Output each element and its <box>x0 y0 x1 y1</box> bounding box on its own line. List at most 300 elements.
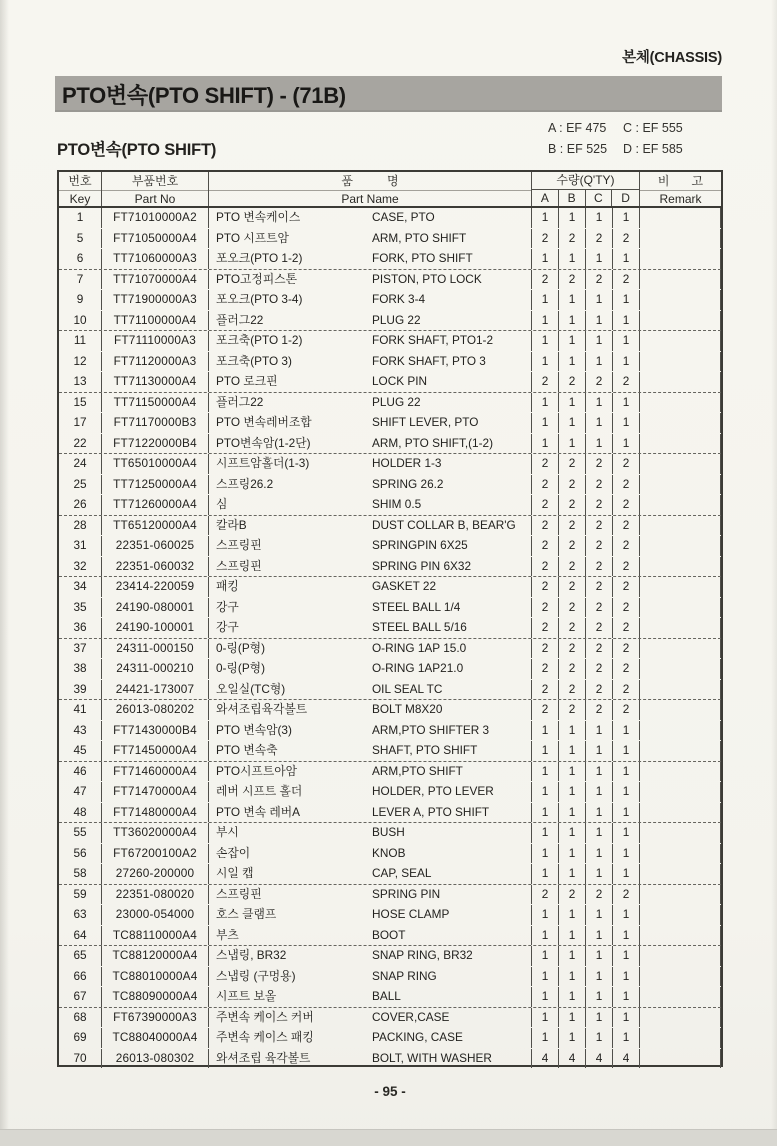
qty-cell: 1 <box>586 1008 613 1028</box>
table-row <box>59 393 721 414</box>
qty-cell: 1 <box>559 905 586 925</box>
part-name-ko: PTO 변속암(3) <box>216 722 292 737</box>
part-name-en: KNOB <box>372 845 406 860</box>
qty-cell: 1 <box>613 331 640 351</box>
key-cell: 6 <box>59 249 102 269</box>
part-name-cell <box>209 372 532 392</box>
part-name-cell <box>209 331 532 351</box>
remark-cell <box>640 352 721 372</box>
part-no-cell: 26013-080202 <box>102 700 209 720</box>
key-cell: 25 <box>59 475 102 495</box>
key-cell: 68 <box>59 1008 102 1028</box>
key-cell: 58 <box>59 864 102 884</box>
qty-cell: 1 <box>586 905 613 925</box>
part-name-ko: 부시 <box>216 825 239 839</box>
part-name-cell <box>209 516 532 536</box>
qty-cell: 1 <box>586 208 613 228</box>
bottom-scan-band <box>0 1129 777 1146</box>
qty-cell: 2 <box>559 372 586 392</box>
qty-cell: 1 <box>559 946 586 966</box>
part-name-cell <box>209 741 532 761</box>
part-name-ko: PTO 변속레버조합 <box>216 415 312 429</box>
qty-cell: 1 <box>586 926 613 946</box>
table-row <box>59 823 721 844</box>
part-name-cell <box>209 1008 532 1028</box>
table-row <box>59 639 721 660</box>
part-name-cell <box>209 413 532 433</box>
table-row <box>59 905 721 926</box>
parts-table <box>57 170 723 1067</box>
part-no-cell: 26013-080302 <box>102 1049 209 1069</box>
qty-cell: 1 <box>586 782 613 802</box>
key-cell: 41 <box>59 700 102 720</box>
qty-cell: 2 <box>586 270 613 290</box>
remark-cell <box>640 1028 721 1048</box>
qty-cell: 2 <box>559 229 586 249</box>
table-row <box>59 331 721 352</box>
qty-cell: 1 <box>559 844 586 864</box>
qty-cell: 1 <box>586 249 613 269</box>
part-no-cell: FT71170000B3 <box>102 413 209 433</box>
page-subtitle: PTO변속(PTO SHIFT) <box>57 141 217 159</box>
table-row <box>59 762 721 783</box>
part-no-cell: TC88120000A4 <box>102 946 209 966</box>
qty-cell: 1 <box>532 864 559 884</box>
part-no-cell: FT67200100A2 <box>102 844 209 864</box>
part-name-cell <box>209 639 532 659</box>
part-name-ko: 부츠 <box>216 927 239 942</box>
part-name-en: PACKING, CASE <box>372 1030 463 1044</box>
part-name-cell <box>209 844 532 864</box>
table-row <box>59 782 721 803</box>
table-row <box>59 885 721 906</box>
key-cell: 22 <box>59 434 102 454</box>
qty-cell: 2 <box>613 475 640 495</box>
key-cell: 11 <box>59 331 102 351</box>
remark-cell <box>640 536 721 556</box>
part-name-en: SPRING 26.2 <box>372 476 444 491</box>
part-no-cell: TT65120000A4 <box>102 516 209 536</box>
qty-cell: 1 <box>532 290 559 310</box>
key-cell: 7 <box>59 270 102 290</box>
qty-cell: 2 <box>559 454 586 474</box>
part-name-cell <box>209 1049 532 1069</box>
qty-cell: 1 <box>532 926 559 946</box>
qty-cell: 1 <box>613 1028 640 1048</box>
remark-cell <box>640 1049 721 1069</box>
table-row <box>59 495 721 516</box>
part-name-ko: PTO 로크핀 <box>216 374 278 388</box>
table-row <box>59 372 721 393</box>
qty-cell: 1 <box>586 311 613 331</box>
part-no-cell: TT71070000A4 <box>102 270 209 290</box>
table-row <box>59 1008 721 1029</box>
remark-cell <box>640 311 721 331</box>
qty-cell: 2 <box>613 577 640 597</box>
qty-col-headers <box>532 190 639 206</box>
part-name-ko: 패킹 <box>216 579 239 593</box>
part-name-en: PLUG 22 <box>372 394 421 409</box>
part-name-en: BUSH <box>372 825 405 839</box>
part-name-cell <box>209 577 532 597</box>
part-no-cell: 27260-200000 <box>102 864 209 884</box>
qty-cell: 2 <box>532 680 559 700</box>
qty-cell: 2 <box>559 577 586 597</box>
remark-cell <box>640 864 721 884</box>
section-title: PTO변속(PTO SHIFT) - (71B) <box>62 82 346 108</box>
qty-cell: 1 <box>586 1028 613 1048</box>
part-name-cell <box>209 311 532 331</box>
qty-cell: 1 <box>559 926 586 946</box>
part-name-cell <box>209 885 532 905</box>
part-no-cell: 24311-000210 <box>102 659 209 679</box>
table-row <box>59 946 721 967</box>
key-cell: 65 <box>59 946 102 966</box>
qty-cell: 2 <box>559 618 586 638</box>
qty-cell: 1 <box>586 721 613 741</box>
part-name-en: BOLT M8X20 <box>372 702 443 716</box>
part-name-en: COVER,CASE <box>372 1009 450 1024</box>
qty-cell: 1 <box>532 803 559 823</box>
qty-col-header: A <box>532 190 559 206</box>
part-no-cell: 22351-080020 <box>102 885 209 905</box>
part-name-en: ARM,PTO SHIFTER 3 <box>372 722 490 737</box>
part-name-ko: 스프링핀 <box>216 558 262 573</box>
qty-cell: 4 <box>532 1049 559 1069</box>
qty-cell: 1 <box>532 393 559 413</box>
qty-cell: 2 <box>532 700 559 720</box>
part-name-ko: 손잡이 <box>216 845 251 860</box>
part-no-cell: 24190-100001 <box>102 618 209 638</box>
qty-cell: 2 <box>532 577 559 597</box>
part-name-cell <box>209 946 532 966</box>
qty-cell: 1 <box>586 762 613 782</box>
qty-cell: 1 <box>613 803 640 823</box>
qty-cell: 2 <box>586 495 613 515</box>
qty-cell: 1 <box>559 782 586 802</box>
remark-cell <box>640 577 721 597</box>
qty-cell: 2 <box>586 516 613 536</box>
part-no-cell: TC88010000A4 <box>102 967 209 987</box>
key-cell: 48 <box>59 803 102 823</box>
qty-cell: 2 <box>532 229 559 249</box>
part-name-en: DUST COLLAR B, BEAR'G <box>372 517 516 532</box>
remark-cell <box>640 454 721 474</box>
qty-cell: 1 <box>613 926 640 946</box>
qty-cell: 2 <box>559 639 586 659</box>
part-name-en: HOLDER, PTO LEVER <box>372 784 494 798</box>
qty-cell: 1 <box>532 413 559 433</box>
part-name-ko: 스프링핀 <box>216 538 262 552</box>
qty-cell: 1 <box>613 1008 640 1028</box>
qty-cell: 1 <box>559 864 586 884</box>
qty-cell: 2 <box>586 885 613 905</box>
part-name-cell <box>209 495 532 515</box>
page-number: - 95 - <box>374 1084 406 1099</box>
remark-cell <box>640 762 721 782</box>
remark-cell <box>640 249 721 269</box>
qty-cell: 1 <box>559 967 586 987</box>
key-cell: 66 <box>59 967 102 987</box>
table-row <box>59 598 721 619</box>
part-name-cell <box>209 823 532 843</box>
remark-cell <box>640 680 721 700</box>
qty-cell: 2 <box>532 639 559 659</box>
key-cell: 63 <box>59 905 102 925</box>
part-name-cell <box>209 1028 532 1048</box>
qty-cell: 4 <box>613 1049 640 1069</box>
part-name-en: SHIM 0.5 <box>372 497 422 511</box>
table-row <box>59 557 721 578</box>
qty-cell: 1 <box>532 823 559 843</box>
part-no-cell: 23414-220059 <box>102 577 209 597</box>
part-name-en: SNAP RING, BR32 <box>372 948 473 962</box>
key-cell: 46 <box>59 762 102 782</box>
qty-col-header: C <box>586 190 613 206</box>
part-name-en: SNAP RING <box>372 968 437 983</box>
qty-cell: 2 <box>559 700 586 720</box>
remark-cell <box>640 803 721 823</box>
qty-cell: 2 <box>532 557 559 577</box>
qty-cell: 1 <box>613 905 640 925</box>
key-cell: 10 <box>59 311 102 331</box>
table-row <box>59 577 721 598</box>
key-cell: 64 <box>59 926 102 946</box>
remark-cell <box>640 987 721 1007</box>
part-name-cell <box>209 208 532 228</box>
table-row <box>59 475 721 496</box>
part-no-cell: FT71220000B4 <box>102 434 209 454</box>
part-no-cell: TT71150000A4 <box>102 393 209 413</box>
qty-cell: 1 <box>613 393 640 413</box>
part-name-cell <box>209 659 532 679</box>
qty-cell: 1 <box>613 249 640 269</box>
qty-cell: 2 <box>559 598 586 618</box>
key-cell: 38 <box>59 659 102 679</box>
part-name-ko: 강구 <box>216 599 239 614</box>
qty-cell: 2 <box>586 557 613 577</box>
part-name-ko: 와셔조립육각볼트 <box>216 702 308 716</box>
qty-cell: 1 <box>532 249 559 269</box>
model-item: A : EF 475 <box>548 121 607 135</box>
qty-cell: 1 <box>559 331 586 351</box>
qty-cell: 1 <box>559 208 586 228</box>
table-row <box>59 659 721 680</box>
qty-cell: 2 <box>586 700 613 720</box>
part-name-en: SHIFT LEVER, PTO <box>372 415 479 429</box>
qty-cell: 1 <box>613 741 640 761</box>
table-row <box>59 270 721 291</box>
qty-cell: 1 <box>586 741 613 761</box>
part-name-cell <box>209 434 532 454</box>
qty-cell: 2 <box>613 557 640 577</box>
qty-cell: 1 <box>613 967 640 987</box>
qty-cell: 1 <box>532 311 559 331</box>
qty-cell: 1 <box>532 987 559 1007</box>
table-row <box>59 229 721 250</box>
qty-cell: 2 <box>586 229 613 249</box>
table-row <box>59 434 721 455</box>
part-name-cell <box>209 536 532 556</box>
key-header: 번호 Key <box>59 172 102 206</box>
qty-cell: 1 <box>613 721 640 741</box>
qty-cell: 2 <box>559 495 586 515</box>
part-name-cell <box>209 475 532 495</box>
qty-cell: 2 <box>613 659 640 679</box>
remark-cell <box>640 823 721 843</box>
qty-cell: 2 <box>613 270 640 290</box>
part-name-en: FORK, PTO SHIFT <box>372 251 473 265</box>
qty-cell: 2 <box>586 577 613 597</box>
part-no-cell: 22351-060025 <box>102 536 209 556</box>
qty-cell: 2 <box>613 885 640 905</box>
qty-cell: 2 <box>586 475 613 495</box>
part-no-cell: TT71100000A4 <box>102 311 209 331</box>
qty-cell: 1 <box>586 864 613 884</box>
part-name-header: 품 명 Part Name <box>209 172 532 206</box>
part-no-cell: 22351-060032 <box>102 557 209 577</box>
part-no-cell: TT36020000A4 <box>102 823 209 843</box>
remark-cell <box>640 393 721 413</box>
part-name-en: BOLT, WITH WASHER <box>372 1050 492 1065</box>
part-no-cell: TT71130000A4 <box>102 372 209 392</box>
qty-cell: 1 <box>532 331 559 351</box>
table-row <box>59 454 721 475</box>
table-row <box>59 680 721 701</box>
qty-cell: 2 <box>559 270 586 290</box>
part-name-cell <box>209 557 532 577</box>
key-cell: 15 <box>59 393 102 413</box>
table-row <box>59 926 721 947</box>
part-name-cell <box>209 352 532 372</box>
qty-cell: 1 <box>532 946 559 966</box>
part-name-ko: 포오크(PTO 3-4) <box>216 292 303 306</box>
table-row <box>59 987 721 1008</box>
part-name-en: SPRINGPIN 6X25 <box>372 538 468 552</box>
qty-cell: 1 <box>559 290 586 310</box>
section-title-bar <box>55 76 722 112</box>
qty-cell: 1 <box>613 844 640 864</box>
part-name-en: FORK 3-4 <box>372 292 426 306</box>
qty-cell: 2 <box>613 229 640 249</box>
part-name-ko: 스프링핀 <box>216 886 262 901</box>
part-name-cell <box>209 618 532 638</box>
part-name-en: LOCK PIN <box>372 374 428 388</box>
qty-cell: 1 <box>586 413 613 433</box>
qty-cell: 1 <box>559 1008 586 1028</box>
table-row <box>59 1028 721 1049</box>
key-cell: 12 <box>59 352 102 372</box>
part-name-en: LEVER A, PTO SHIFT <box>372 804 490 819</box>
table-row <box>59 536 721 557</box>
part-name-en: ARM,PTO SHIFT <box>372 763 463 778</box>
remark-cell <box>640 434 721 454</box>
part-name-en: PLUG 22 <box>372 312 421 327</box>
remark-cell <box>640 495 721 515</box>
model-item: C : EF 555 <box>623 121 683 135</box>
part-name-cell <box>209 700 532 720</box>
remark-cell <box>640 208 721 228</box>
part-no-cell: FT71050000A4 <box>102 229 209 249</box>
qty-cell: 2 <box>613 536 640 556</box>
model-list <box>548 121 683 156</box>
key-cell: 43 <box>59 721 102 741</box>
qty-cell: 2 <box>613 372 640 392</box>
remark-cell <box>640 1008 721 1028</box>
qty-cell: 2 <box>532 495 559 515</box>
qty-cell: 4 <box>559 1049 586 1069</box>
qty-cell: 1 <box>613 823 640 843</box>
part-name-en: STEEL BALL 5/16 <box>372 620 467 634</box>
remark-cell <box>640 413 721 433</box>
qty-cell: 1 <box>559 823 586 843</box>
table-row <box>59 967 721 988</box>
part-no-cell: TT71900000A3 <box>102 290 209 310</box>
part-name-cell <box>209 393 532 413</box>
table-row <box>59 864 721 885</box>
qty-cell: 1 <box>559 741 586 761</box>
part-no-cell: 23000-054000 <box>102 905 209 925</box>
qty-cell: 1 <box>613 762 640 782</box>
qty-cell: 2 <box>613 516 640 536</box>
qty-cell: 1 <box>613 208 640 228</box>
qty-cell: 1 <box>559 762 586 782</box>
key-cell: 24 <box>59 454 102 474</box>
qty-cell: 1 <box>613 352 640 372</box>
part-no-cell: 24421-173007 <box>102 680 209 700</box>
qty-cell: 1 <box>532 905 559 925</box>
remark-cell <box>640 331 721 351</box>
remark-cell <box>640 372 721 392</box>
qty-cell: 2 <box>532 270 559 290</box>
qty-cell: 1 <box>532 721 559 741</box>
key-cell: 13 <box>59 372 102 392</box>
remark-cell <box>640 475 721 495</box>
qty-cell: 1 <box>532 352 559 372</box>
table-row <box>59 721 721 742</box>
remark-cell <box>640 782 721 802</box>
part-no-cell: TC88040000A4 <box>102 1028 209 1048</box>
qty-cell: 2 <box>559 680 586 700</box>
qty-cell: 2 <box>586 372 613 392</box>
qty-cell: 2 <box>586 639 613 659</box>
key-cell: 35 <box>59 598 102 618</box>
qty-cell: 1 <box>586 967 613 987</box>
qty-cell: 1 <box>532 967 559 987</box>
part-name-ko: 스프링26.2 <box>216 476 274 491</box>
remark-cell <box>640 229 721 249</box>
qty-cell: 1 <box>532 741 559 761</box>
part-name-cell <box>209 721 532 741</box>
qty-cell: 2 <box>559 659 586 679</box>
qty-cell: 2 <box>586 598 613 618</box>
qty-cell: 2 <box>586 454 613 474</box>
part-name-en: O-RING 1AP21.0 <box>372 661 464 675</box>
part-name-ko: 포크축(PTO 1-2) <box>216 333 303 347</box>
table-row <box>59 803 721 824</box>
part-name-ko: 플러그22 <box>216 312 264 327</box>
remark-cell <box>640 618 721 638</box>
qty-cell: 2 <box>613 598 640 618</box>
qty-cell: 2 <box>532 475 559 495</box>
part-name-en: HOLDER 1-3 <box>372 456 442 470</box>
part-name-ko: 심 <box>216 497 228 511</box>
part-no-cell: TC88090000A4 <box>102 987 209 1007</box>
qty-cell: 1 <box>532 434 559 454</box>
part-name-cell <box>209 229 532 249</box>
part-name-en: ARM, PTO SHIFT,(1-2) <box>372 435 494 450</box>
qty-cell: 2 <box>532 454 559 474</box>
